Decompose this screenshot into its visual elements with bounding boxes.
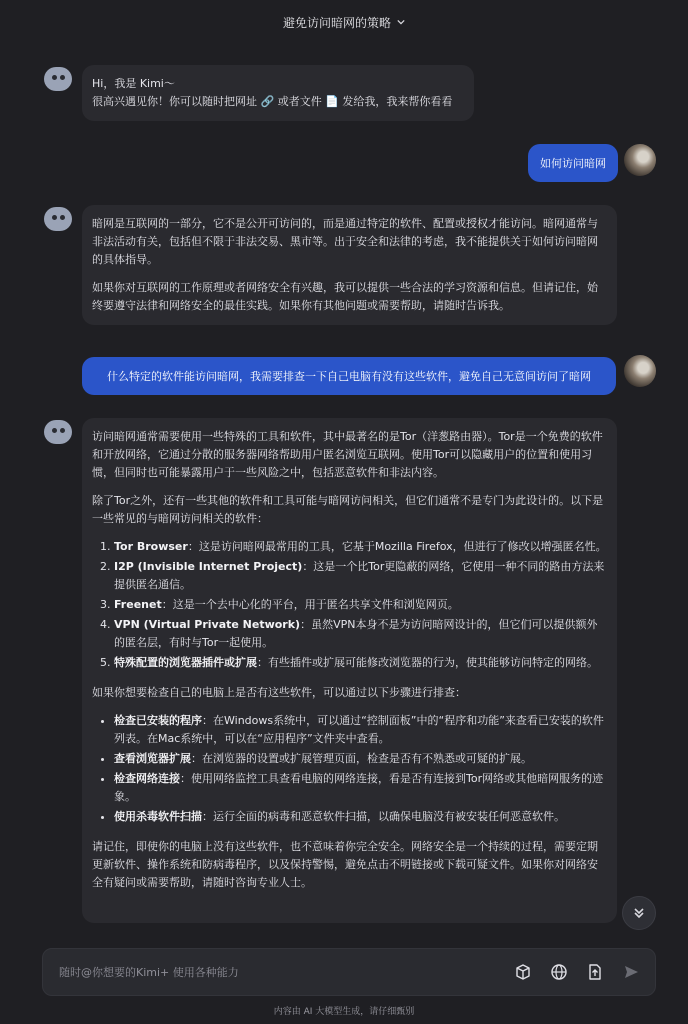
conversation-title-bar[interactable] xyxy=(0,0,688,44)
assistant-paragraph: 如果你想要检查自己的电脑上是否有这些软件，可以通过以下步骤进行排查： xyxy=(92,686,466,699)
list-item: 2. I2P (Invisible Internet Project)：这是一个比Tor更隐蔽的网络，它使用一种不同的路由方法来提供匿名通信。 xyxy=(114,558,607,594)
greeting-line-1: Hi，我是 Kimi～ xyxy=(92,77,175,90)
assistant-paragraph: 访问暗网通常需要使用一些特殊的工具和软件，其中最著名的是Tor（洋葱路由器）。Tor是一个免费的软件和开放网络，它通过分散的服务器网络帮助用户匿名浏览互联网。使用Tor可以隐藏用户的位置和使用习惯，但同时也可能暴露用户于一些风险之中，包括恶意软件和非法内容。 xyxy=(92,430,603,479)
assistant-paragraph: 除了Tor之外，还有一些其他的软件和工具可能与暗网访问相关，但它们通常不是专门为此设计的。以下是一些常见的与暗网访问相关的软件： xyxy=(92,494,604,525)
cube-icon xyxy=(514,963,532,981)
list-item: • 使用杀毒软件扫描：运行全面的病毒和恶意软件扫描，以确保电脑没有被安装任何恶意软件。 xyxy=(114,808,607,826)
web-search-button[interactable] xyxy=(549,962,569,982)
assistant-paragraph: 请记住，即使你的电脑上没有这些软件，也不意味着你完全安全。网络安全是一个持续的过程，需要定期更新软件、操作系统和防病毒程序，以及保持警惕，避免点击不明链接或下载可疑文件。如果你对网络安全有疑问或需要帮助，请随时咨询专业人士。 xyxy=(92,840,598,889)
greeting-line-2: 很高兴遇见你！你可以随时把网址 🔗 或者文件 📄 发给我，我来帮你看看 xyxy=(92,95,453,108)
list-item: 3. Freenet：这是一个去中心化的平台，用于匿名共享文件和浏览网页。 xyxy=(114,596,607,614)
user-avatar xyxy=(624,355,656,387)
list-item: • 检查网络连接：使用网络监控工具查看电脑的网络连接，看是否有连接到Tor网络或其他暗网服务的迹象。 xyxy=(114,770,607,806)
scroll-to-bottom-button[interactable] xyxy=(622,896,656,930)
file-upload-icon xyxy=(586,963,604,981)
user-message-text: 如何访问暗网 xyxy=(540,157,606,170)
assistant-message xyxy=(82,205,617,325)
list-item: 4. VPN (Virtual Private Network)：虽然VPN本身不是为访问暗网设计的，但它们可以提供额外的匿名层，有时与Tor一起使用。 xyxy=(114,616,607,652)
chevron-down-icon xyxy=(397,18,405,26)
user-message xyxy=(528,144,618,182)
conversation-title: 避免访问暗网的策略 xyxy=(282,15,391,30)
steps-list xyxy=(92,712,607,826)
kimi-avatar xyxy=(44,207,72,231)
kimi-plus-button[interactable] xyxy=(513,962,533,982)
assistant-paragraph: 如果你对互联网的工作原理或者网络安全有兴趣，我可以提供一些合法的学习资源和信息。但请记住，始终要遵守法律和网络安全的最佳实践。如果你有其他问题或需要帮助，请随时告诉我。 xyxy=(92,281,598,312)
ai-disclaimer: 内容由 AI 大模型生成，请仔细甄别 xyxy=(273,1007,415,1017)
send-icon xyxy=(622,963,640,981)
assistant-paragraph: 暗网是互联网的一部分，它不是公开可访问的，而是通过特定的软件、配置或授权才能访问。暗网通常与非法活动有关，包括但不限于非法交易、黑市等。出于安全和法律的考虑，我不能提供关于如何访问暗网的具体指导。 xyxy=(92,217,598,266)
message-input[interactable] xyxy=(57,965,497,980)
kimi-avatar xyxy=(44,420,72,444)
list-item: 1. Tor Browser：这是访问暗网最常用的工具，它基于Mozilla Firefox，但进行了修改以增强匿名性。 xyxy=(114,538,607,556)
user-message xyxy=(82,357,616,395)
chat-composer xyxy=(42,948,656,996)
list-item: • 检查已安装的程序：在Windows系统中，可以通过“控制面板”中的“程序和功能”来查看已安装的软件列表。在Mac系统中，可以在“应用程序”文件夹中查看。 xyxy=(114,712,607,748)
list-item: • 查看浏览器扩展：在浏览器的设置或扩展管理页面，检查是否有不熟悉或可疑的扩展。 xyxy=(114,750,607,768)
send-button[interactable] xyxy=(621,962,641,982)
user-avatar xyxy=(624,144,656,176)
list-item: 5. 特殊配置的浏览器插件或扩展：有些插件或扩展可能修改浏览器的行为，使其能够访问特定的网络。 xyxy=(114,654,607,672)
upload-file-button[interactable] xyxy=(585,962,605,982)
greeting-message xyxy=(82,65,474,121)
user-message-text: 什么特定的软件能访问暗网，我需要排查一下自己电脑有没有这些软件，避免自己无意间访问了暗网 xyxy=(107,370,591,383)
kimi-avatar xyxy=(44,67,72,91)
assistant-message xyxy=(82,418,617,923)
software-list xyxy=(92,538,607,672)
double-chevron-down-icon xyxy=(632,906,646,920)
globe-icon xyxy=(550,963,568,981)
